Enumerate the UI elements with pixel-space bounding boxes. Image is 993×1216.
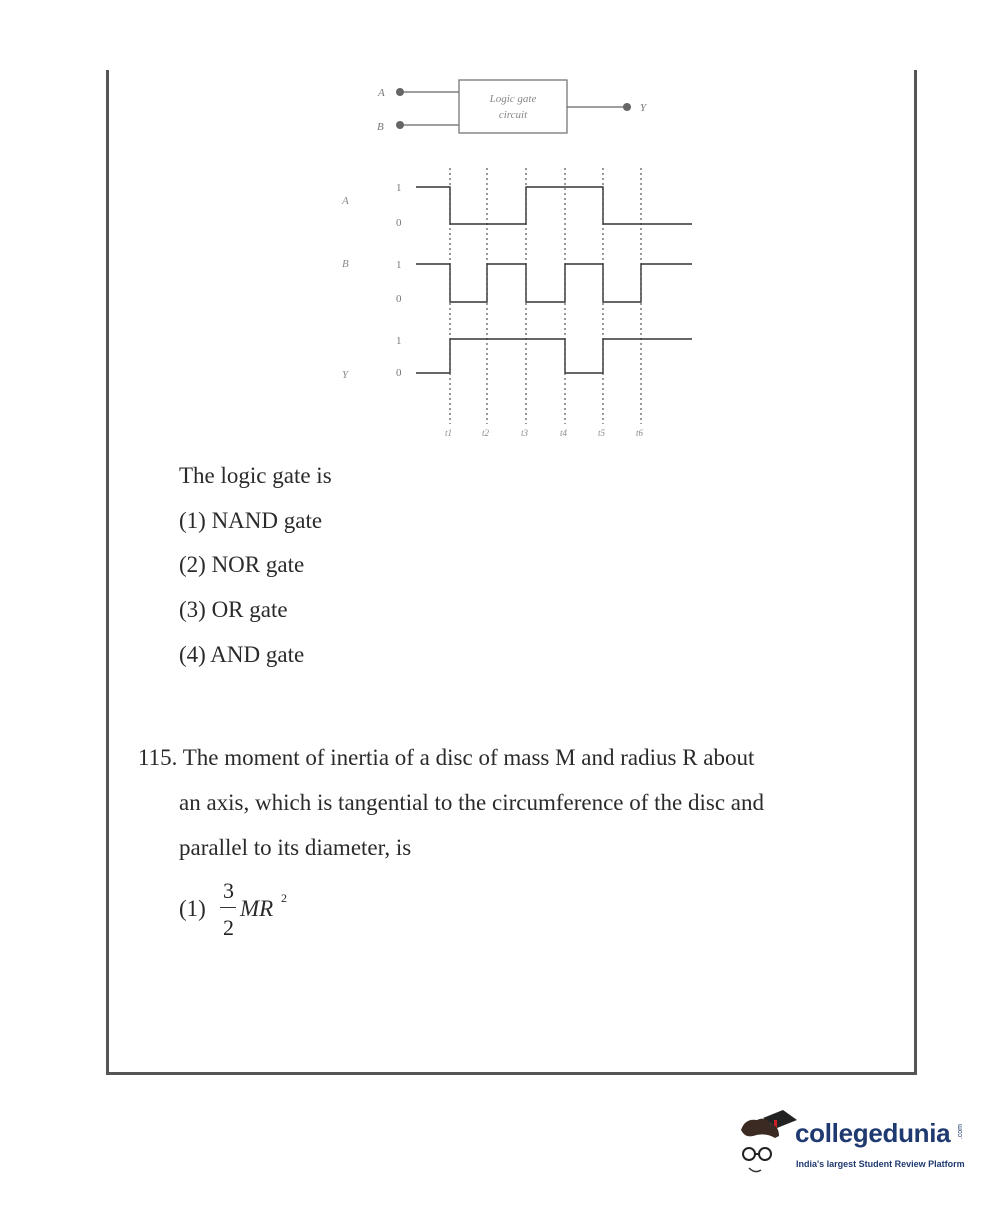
- level-0-a: 0: [396, 217, 402, 229]
- box-label-1: Logic gate: [489, 93, 537, 105]
- fraction-numerator: 3: [223, 878, 234, 903]
- time-label-t5: t5: [598, 428, 606, 438]
- brand-name: collegedunia: [795, 1118, 951, 1148]
- q114-option-3[interactable]: (3) OR gate: [179, 597, 288, 622]
- mascot-glasses-left: [743, 1148, 755, 1160]
- time-markers: [450, 168, 641, 424]
- q115-option-1-label: (1): [179, 896, 206, 921]
- row-label-b: B: [342, 258, 349, 270]
- q114-stem: The logic gate is: [179, 463, 332, 488]
- level-0-y: 0: [396, 367, 402, 379]
- q115-line-3: parallel to its diameter, is: [179, 835, 412, 860]
- row-label-a: A: [342, 195, 349, 207]
- output-y-label: Y: [640, 102, 647, 114]
- logic-gate-box: [459, 80, 567, 133]
- waveforms: [416, 187, 692, 373]
- time-label-t1: t1: [445, 428, 453, 438]
- q114-option-1[interactable]: (1) NAND gate: [179, 508, 323, 533]
- input-a-label: A: [378, 87, 385, 99]
- input-b-label: B: [377, 121, 384, 133]
- level-1-a: 1: [396, 182, 402, 194]
- level-0-b: 0: [396, 293, 402, 305]
- q114-option-2[interactable]: (2) NOR gate: [179, 552, 305, 577]
- time-label-t4: t4: [560, 428, 568, 438]
- row-label-y: Y: [342, 369, 349, 381]
- level-1-b: 1: [396, 259, 402, 271]
- brand-suffix: .com: [957, 1124, 964, 1140]
- logic-gate-figure: [330, 74, 710, 454]
- fraction-bar: [220, 907, 236, 908]
- waveform-b: [416, 264, 692, 302]
- q114-option-4[interactable]: (4) AND gate: [179, 642, 305, 667]
- q115-option-1-exp: 2: [281, 891, 287, 905]
- time-label-t3: t3: [521, 428, 529, 438]
- q115-line-1: 115. The moment of inertia of a disc of mass M and radius R about: [138, 745, 755, 770]
- mascot-glasses-right: [759, 1148, 771, 1160]
- q115-option-1-expr: MR: [240, 896, 274, 921]
- output-y-terminal: [623, 103, 631, 111]
- q115-line-2: an axis, which is tangential to the circumference of the disc and: [179, 790, 765, 815]
- box-label-2: circuit: [498, 109, 528, 121]
- level-1-y: 1: [396, 335, 402, 347]
- time-label-t6: t6: [636, 428, 644, 438]
- waveform-y: [416, 339, 692, 373]
- time-label-t2: t2: [482, 428, 490, 438]
- brand-tagline: India's largest Student Review Platform: [796, 1159, 965, 1169]
- fraction-denominator: 2: [223, 915, 234, 940]
- waveform-a: [416, 187, 692, 224]
